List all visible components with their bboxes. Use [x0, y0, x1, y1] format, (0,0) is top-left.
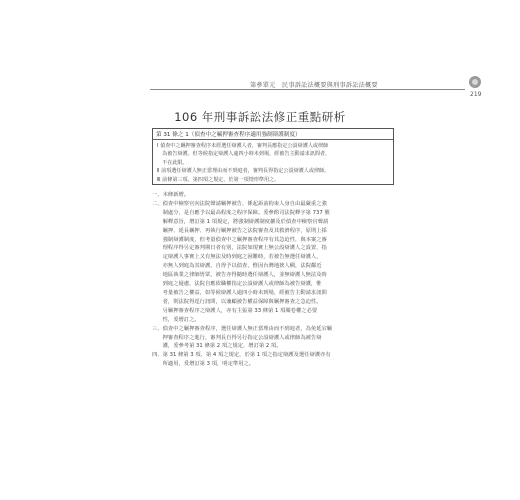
explanation-line: 性，爰增訂之。 — [152, 316, 200, 323]
provision-text — [157, 142, 391, 184]
explanation-line: 定辯護人事實上又有無法及時到庭之困難時，若被告無選任辯護人， — [152, 254, 322, 261]
explanation-line: 理程序得另定審判期日者有別，法院如現實上無公設辯護人之設置，指 — [152, 245, 327, 252]
page-number: 219 — [470, 91, 482, 98]
publisher-logo-icon — [469, 76, 481, 88]
explanation-line: 強制辯護制度，但考量偵查中之羈押審查程序有其急迫性，與本案之審 — [152, 236, 327, 243]
provision-box — [152, 128, 394, 185]
explanation-line: 一、本條新增。 — [152, 192, 190, 198]
explanation-line: 四、第 31 條第 3 項、第 4 項之規定，於第 1 項之指定辯護及選任辯護亦有 — [152, 352, 331, 359]
provision-line: Ⅰ 偵查中之羈押審查程序未經選任辯護人者，審判長應指定公設辯護人或律師 — [157, 143, 329, 149]
provision-line: Ⅱ 前項選任辯護人無正當理由而不到庭者，審判長得指定公設辯護人或律師。 — [157, 168, 330, 175]
explanation-line: 解釋意旨，增訂第 1 項規定，將強制辯護制度擴及於偵查中檢察官聲請 — [152, 218, 329, 225]
explanation-line: 到庭之疑慮，法院自應依職權指定公設辯護人或律師為被告辯護，惟 — [152, 281, 322, 288]
provision-line: 不在此限。 — [157, 159, 188, 166]
explanation-line: 另羈押審查程序之辯護人，亦有主張第 33 條第 1 項閱卷權之必要 — [152, 307, 318, 314]
running-header: 第參單元 民事訴訟法概要與刑事訴訟法概要 — [250, 82, 378, 89]
explanation-line: 所適用，爰增訂第 3 項，明定準用之。 — [152, 361, 255, 368]
explanation-line: 亦無人到庭為其辯護，自得予以偵查，惟因台灣地狹人稠，法院鄰近 — [152, 263, 322, 270]
explanation-line: 三、偵查中之羈押審查程序，選任辯護人無正當理由而不到庭者，為免延宕羈 — [152, 325, 333, 332]
provision-heading-rule — [153, 139, 393, 140]
provision-line: 為被告辯護。但等候指定辯護人逾四小時未到場，經被告主動請求訊問者， — [157, 151, 331, 158]
header-rule — [150, 89, 465, 90]
explanation-line: 者，則法院得逕行訊問，以兼顧被告權益保障與羈押審查之急迫性。 — [152, 298, 322, 305]
explanation-line: 護，爰參考第 31 條第 2 項之規定，增訂第 2 項。 — [152, 343, 282, 350]
explanation-line: 考量被告之權益，如等候辯護人逾四小時未到場，經被告主動請求訊問 — [152, 289, 327, 296]
explanation-line: 押審查程序之進行，審判長自得另行指定公設辯護人或律師為被告辯 — [152, 334, 322, 341]
explanation-line: 二、偵查中檢察官向法院聲請羈押被告，係起訴前拘束人身自由最嚴重之強 — [152, 200, 327, 207]
explanation-text — [152, 191, 392, 369]
provision-heading: 第 31 條之 1（偵查中之羈押審查程序適用強制辯護制度） — [156, 132, 301, 138]
explanation-line: 制處分，是自應予以最高程度之程序保障。爰參酌司法院釋字第 737 號 — [152, 209, 330, 216]
section-title: 106 年刑事訴訟法修正重點研析 — [174, 110, 346, 124]
explanation-line: 地區執業之律師皆眾，被告亦得隨時選任辯護人，並無辯護人無法及時 — [152, 272, 327, 279]
provision-line: Ⅲ 前條第三項、第四項之規定，於第一項情形準用之。 — [157, 176, 280, 183]
explanation-line: 羈押、延長羈押、再執行羈押被告之法院審查及其救濟程序，原則上採 — [152, 227, 327, 234]
